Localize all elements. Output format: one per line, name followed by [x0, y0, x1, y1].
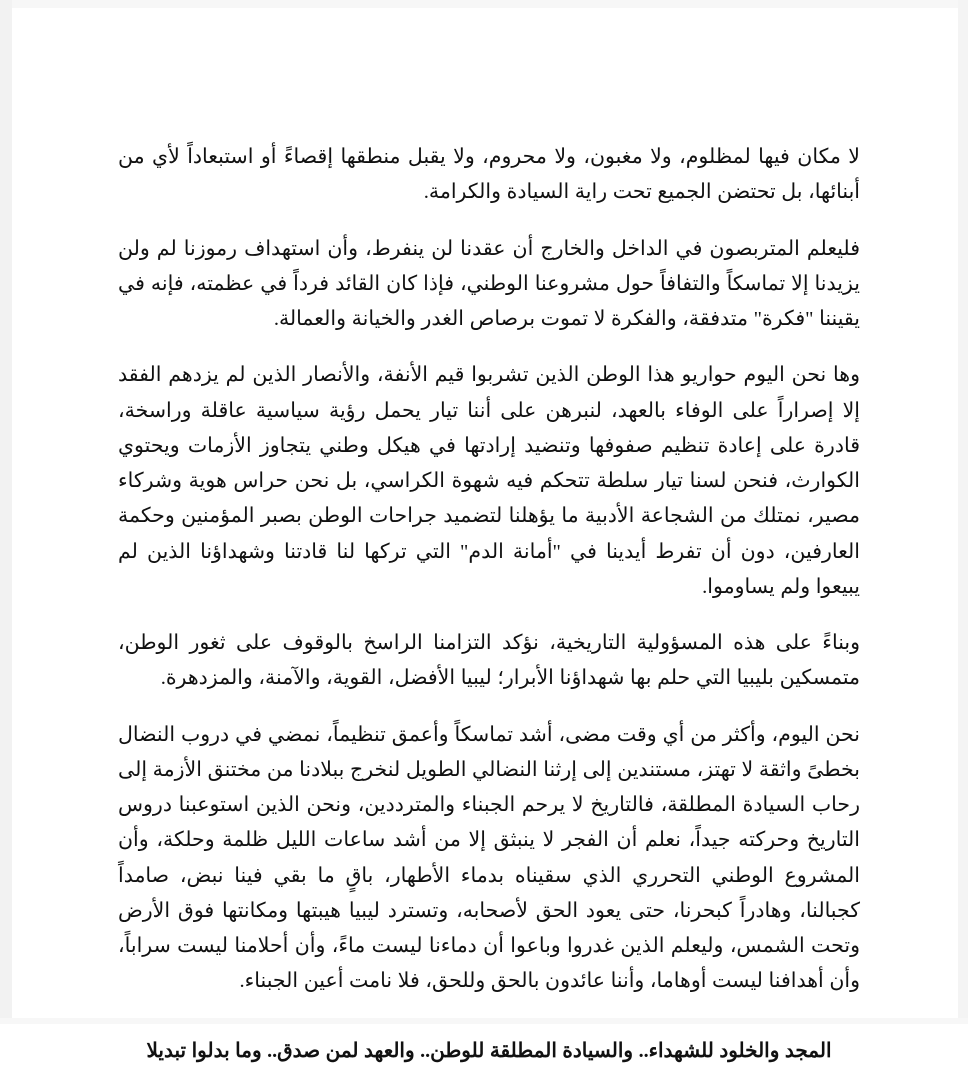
page-edge-left: [0, 0, 12, 1024]
document-body: [118, 140, 860, 1068]
page-edge-right: [958, 0, 968, 1024]
paragraph: لا مكان فيها لمظلوم، ولا مغبون، ولا محروم، ولا يقبل منطقها إقصاءً أو استبعاداً لأي من أبنائها، بل تحتضن الجميع تحت راية السيادة والكرامة.: [118, 146, 860, 204]
closing-statement: المجد والخلود للشهداء.. والسيادة المطلقة للوطن.. والعهد لمن صدق.. وما بدلوا تبديلا: [146, 1039, 832, 1062]
paragraph: نحن اليوم، وأكثر من أي وقت مضى، أشد تماسكاً وأعمق تنظيماً، نمضي في دروب النضال بخطىً واثقة لا تهتز، مستندين إلى إرثنا النضالي الطويل لنخرج ببلادنا من مختنق الأزمة إلى رحاب السيادة المطلقة، فالتاريخ لا يرحم الجبناء والمترددين، ونحن الذين استوعبنا دروس التاريخ وحركته جيداً، نعلم أن الفجر لا ينبثق إلا من أشد ساعات الليل ظلمة وحلكة، وأن المشروع الوطني التحرري الذي سقيناه بدماء الأطهار، باقٍ ما بقي فينا نبض، صامداً كجبالنا، وهادراً كبحرنا، حتى يعود الحق لأصحابه، وتسترد ليبيا هيبتها ومكانتها فوق الأرض وتحت الشمس، وليعلم الذين غدروا وباعوا أن دماءنا ليست ماءً، وأن أحلامنا ليست سراباً، وأن أهدافنا ليست أوهاما، وأننا عائدون بالحق وللحق، فلا نامت أعين الجبناء.: [118, 723, 860, 993]
paragraph: وبناءً على هذه المسؤولية التاريخية، نؤكد التزامنا الراسخ بالوقوف على ثغور الوطن، متمسكين بليبيا التي حلم بها شهداؤنا الأبرار؛ ليبيا الأفضل، القوية، والآمنة، والمزدهرة.: [118, 632, 860, 690]
paragraph: فليعلم المتربصون في الداخل والخارج أن عقدنا لن ينفرط، وأن استهداف رموزنا لم ولن يزيدنا إلا تماسكاً والتفافاً حول مشروعنا الوطني، فإذا كان القائد فرداً في عظمته، فإنه في يقيننا "فكرة" متدفقة، والفكرة لا تموت برصاص الغدر والخيانة والعمالة.: [118, 237, 860, 330]
page-edge-top: [0, 0, 968, 8]
paragraph: وها نحن اليوم حواريو هذا الوطن الذين تشربوا قيم الأنفة، والأنصار الذين لم يزدهم الفقد إلا إصراراً على الوفاء بالعهد، لنبرهن على أننا تيار يحمل رؤية سياسية عاقلة وراسخة، قادرة على إعادة تنظيم صفوفها وتنضيد إرادتها في هيكل وطني يتجاوز الأزمات ويحتوي الكوارث، فنحن لسنا تيار سلطة تتحكم فيه شهوة الكراسي، بل نحن حراس هوية وشركاء مصير، نمتلك من الشجاعة الأدبية ما يؤهلنا لتضميد جراحات الوطن بصبر المؤمنين وحكمة العارفين، دون أن تفرط أيدينا في "أمانة الدم" التي تركها لنا قادتنا وشهداؤنا الذين لم يبيعوا ولم يساوموا.: [118, 364, 860, 598]
